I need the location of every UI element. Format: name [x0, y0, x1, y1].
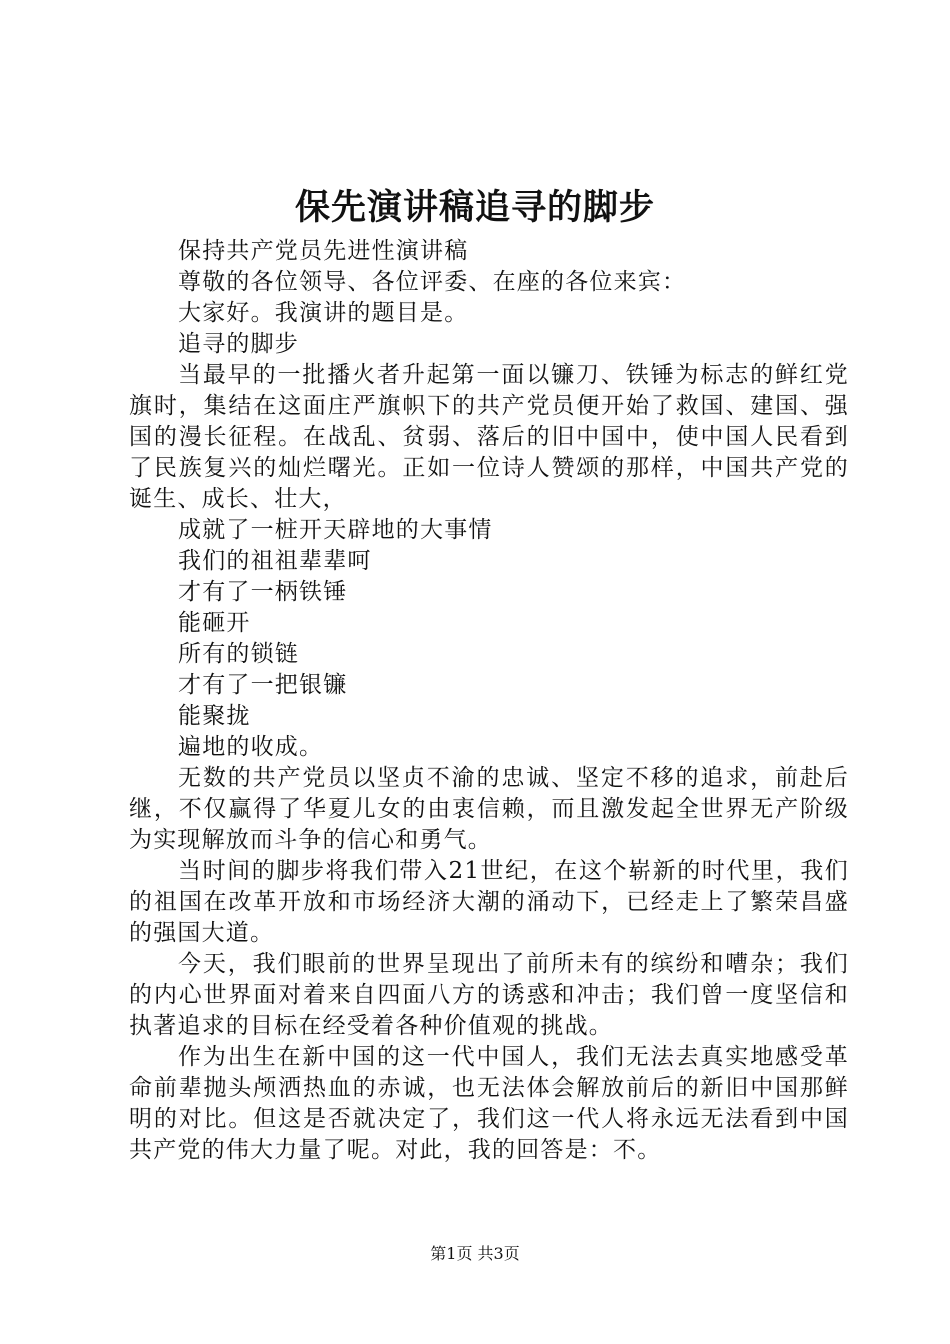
paragraph: 能聚拢	[178, 703, 251, 729]
page-footer: 第1页 共3页	[430, 1244, 520, 1263]
paragraph: 我们的祖祖辈辈呵	[178, 548, 372, 574]
paragraph: 保持共产党员先进性演讲稿	[178, 238, 469, 264]
paragraph: 成就了一桩开天辟地的大事情	[178, 517, 493, 543]
paragraph: 遍地的收成。	[178, 734, 324, 760]
paragraph: 无数的共产党员以坚贞不渝的忠诚、坚定不移的追求，前赴后继，不仅赢得了华夏儿女的由衷信赖，而且激发起全世界无产阶级为实现解放而斗争的信心和勇气。	[129, 765, 849, 853]
paragraph: 大家好。我演讲的题目是。	[178, 300, 469, 326]
document-body	[129, 236, 849, 1166]
paragraph: 追寻的脚步	[178, 331, 299, 357]
paragraph: 今天，我们眼前的世界呈现出了前所未有的缤纷和嘈杂；我们的内心世界面对着来自四面八方的诱惑和冲击；我们曾一度坚信和执著追求的目标在经受着各种价值观的挑战。	[129, 951, 849, 1039]
paragraph: 尊敬的各位领导、各位评委、在座的各位来宾：	[178, 269, 687, 295]
paragraph: 所有的锁链	[178, 641, 299, 667]
paragraph: 才有了一把银镰	[178, 672, 348, 698]
document-title: 保先演讲稿追寻的脚步	[294, 187, 655, 228]
paragraph: 当最早的一批播火者升起第一面以镰刀、铁锤为标志的鲜红党旗时，集结在这面庄严旗帜下的共产党员便开始了救国、建国、强国的漫长征程。在战乱、贫弱、落后的旧中国中，使中国人民看到了民族复兴的灿烂曙光。正如一位诗人赞颂的那样，中国共产党的诞生、成长、壮大，	[129, 362, 849, 512]
paragraph: 才有了一柄铁锤	[178, 579, 348, 605]
paragraph: 当时间的脚步将我们带入21世纪，在这个崭新的时代里，我们的祖国在改革开放和市场经济大潮的涌动下，已经走上了繁荣昌盛的强国大道。	[129, 858, 849, 946]
paragraph: 作为出生在新中国的这一代中国人，我们无法去真实地感受革命前辈抛头颅洒热血的赤诚，也无法体会解放前后的新旧中国那鲜明的对比。但这是否就决定了，我们这一代人将永远无法看到中国共产党的伟大力量了呢。对此，我的回答是：不。	[129, 1044, 849, 1163]
paragraph: 能砸开	[178, 610, 251, 636]
